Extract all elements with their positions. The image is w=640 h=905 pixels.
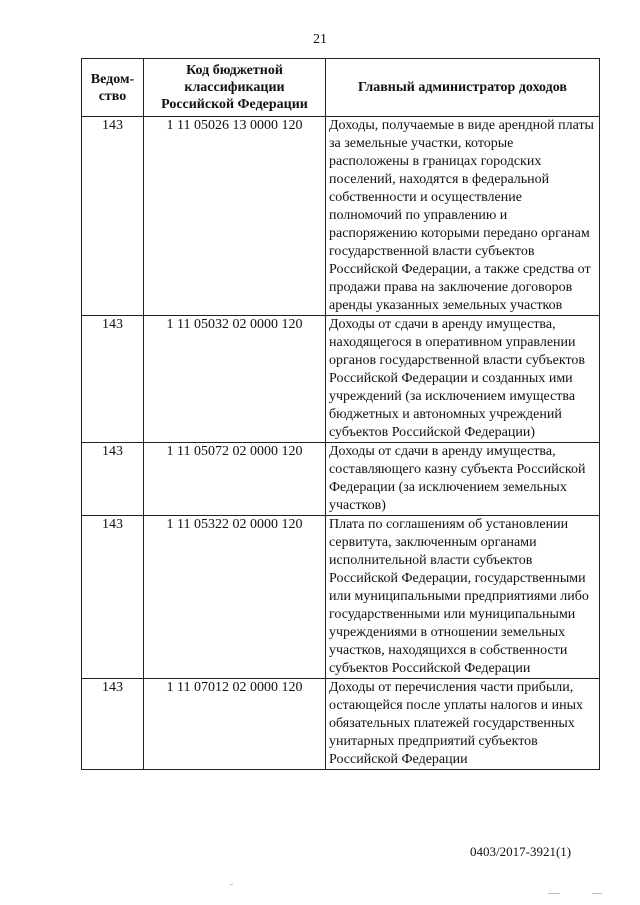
table-header-row bbox=[82, 59, 600, 117]
table-row bbox=[82, 443, 600, 516]
agency-cell: 143 bbox=[82, 443, 144, 516]
table-row bbox=[82, 679, 600, 770]
scan-artifact bbox=[230, 884, 233, 885]
table-row bbox=[82, 117, 600, 316]
budget-code-cell: 1 11 07012 02 0000 120 bbox=[144, 679, 326, 770]
revenue-description-cell: Доходы от сдачи в аренду имущества, находящегося в оперативном управлении органов государственной власти субъектов Российской Федерации и созданных ими учреждений (за исключением имущества бюджетных и автономных учреждений субъектов Российской Федерации) bbox=[326, 316, 600, 443]
header-admin: Главный администратор доходов bbox=[326, 59, 600, 117]
agency-cell: 143 bbox=[82, 316, 144, 443]
header-code: Код бюджетной классификации Российской Федерации bbox=[144, 59, 326, 117]
table-row bbox=[82, 316, 600, 443]
agency-cell: 143 bbox=[82, 117, 144, 316]
document-footer-code: 0403/2017-3921(1) bbox=[470, 844, 572, 859]
revenue-description-cell: Доходы от перечисления части прибыли, остающейся после уплаты налогов и иных обязательных платежей государственных унитарных предприятий субъектов Российской Федерации bbox=[326, 679, 600, 770]
budget-code-cell: 1 11 05026 13 0000 120 bbox=[144, 117, 326, 316]
agency-cell: 143 bbox=[82, 516, 144, 679]
agency-cell: 143 bbox=[82, 679, 144, 770]
budget-code-cell: 1 11 05032 02 0000 120 bbox=[144, 316, 326, 443]
scan-artifact bbox=[592, 893, 602, 894]
revenue-description-cell: Доходы, получаемые в виде арендной платы за земельные участки, которые расположены в границах городских поселений, находятся в федеральной собственности и осуществление полномочий по управлению и распоряжению которыми передано органам государственной власти субъектов Российской Федерации, а также средства от продажи права на заключение договоров аренды указанных земельных участков bbox=[326, 117, 600, 316]
table-row bbox=[82, 516, 600, 679]
budget-code-cell: 1 11 05072 02 0000 120 bbox=[144, 443, 326, 516]
revenue-admin-table bbox=[81, 58, 600, 770]
revenue-description-cell: Плата по соглашениям об установлении сервитута, заключенным органами исполнительной власти субъектов Российской Федерации, государственными или муниципальными предприятиями либо государственными или муниципальными учреждениями в отношении земельных участков, находящихся в собственности субъектов Российской Федерации bbox=[326, 516, 600, 679]
header-agency: Ведом- ство bbox=[82, 59, 144, 117]
revenue-description-cell: Доходы от сдачи в аренду имущества, составляющего казну субъекта Российской Федерации (за исключением земельных участков) bbox=[326, 443, 600, 516]
budget-code-cell: 1 11 05322 02 0000 120 bbox=[144, 516, 326, 679]
page-number: 21 bbox=[313, 32, 327, 47]
scan-artifact bbox=[548, 893, 560, 894]
